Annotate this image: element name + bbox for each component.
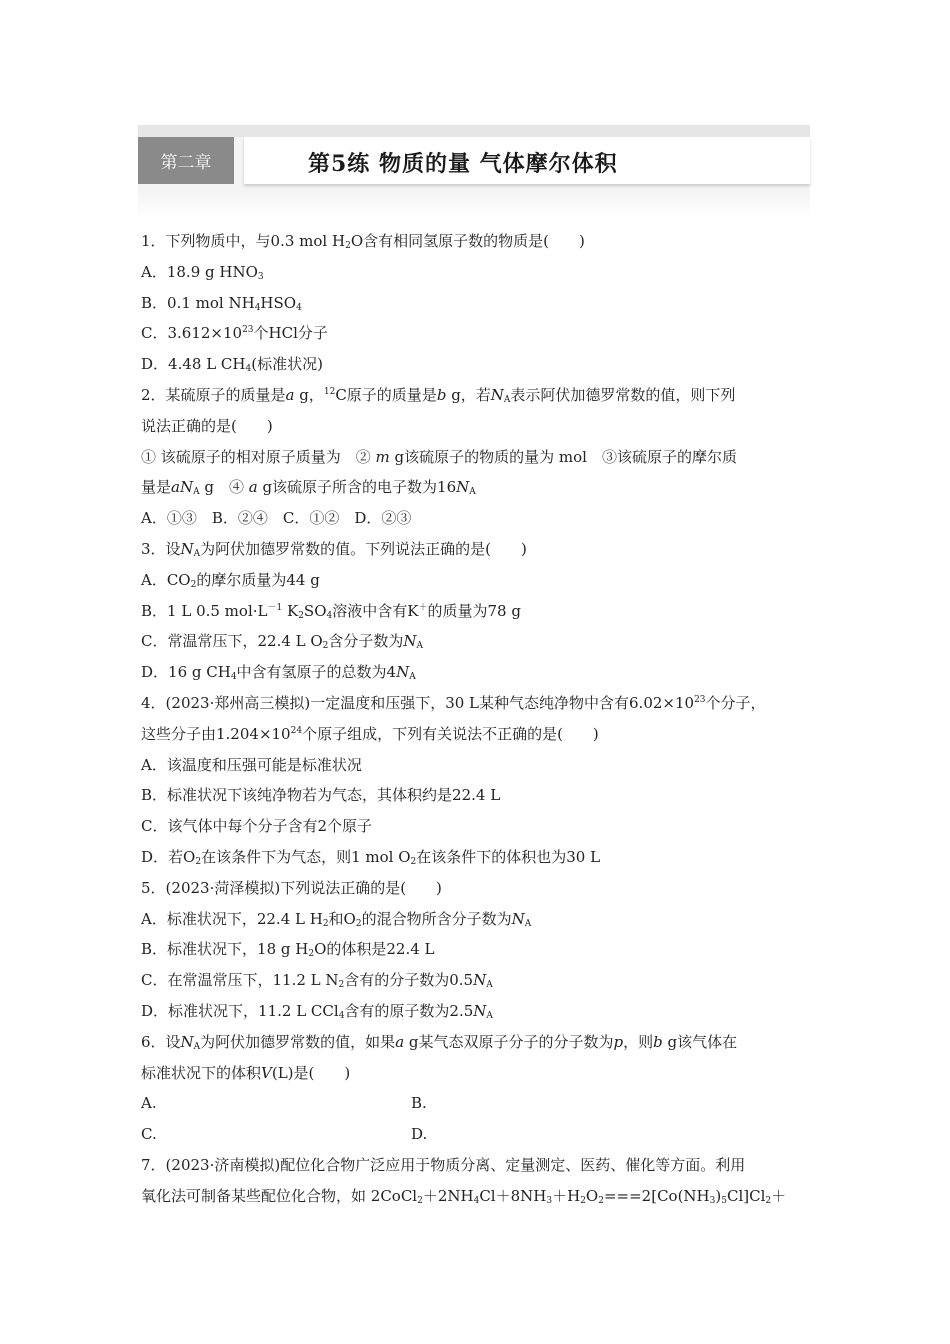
text-line-3: C．$3.612\times 10^{23}$个HCl分子 xyxy=(141,324,328,343)
text-line-15: 4．(2023·郑州高三模拟)一定温度和压强下，30 L某种气态纯净物中含有$6.02\times 10^{23}$个分子， xyxy=(141,693,766,712)
q7-line-1: 氧化法可制备某些配位化合物，如 $2CoCl_2+2NH_4Cl+8NH_3+H_2O_2===2[Co(NH_3)_5Cl]Cl_2+$ xyxy=(141,1186,787,1206)
text-line-17: A．该温度和压强可能是标准状况 xyxy=(141,755,362,774)
q6-option-c: C. xyxy=(141,1125,157,1144)
text-line-2: B．0.1 mol $NH_4HSO_4$ xyxy=(141,293,302,313)
text-line-4: D．4.48 L $CH_4$(标准状况) xyxy=(141,355,323,375)
text-line-27: 标准状况下的体积V(L)是( ) xyxy=(141,1063,351,1082)
text-line-22: A．标准状况下，22.4 L $H_2$和$O_2$的混合物所含分子数为$N_A$ xyxy=(141,909,532,929)
text-line-8: 量是$aN_A$ g ④ a g该硫原子所含的电子数为$16N_A$ xyxy=(141,478,476,498)
chapter-tab: 第二章 xyxy=(138,137,234,184)
q6-options-row-1 xyxy=(141,1088,821,1119)
q6-option-d: D. xyxy=(411,1125,428,1144)
text-line-16: 这些分子由$1.204\times 10^{24}$个原子组成，下列有关说法不正确的是( ) xyxy=(141,724,599,743)
text-line-10: 3．设$N_A$为阿伏加德罗常数的值。下列说法正确的是( ) xyxy=(141,539,527,559)
text-line-21: 5．(2023·菏泽模拟)下列说法正确的是( ) xyxy=(141,878,442,897)
page-title: 第5练 物质的量 气体摩尔体积 xyxy=(308,151,618,177)
text-line-18: B．标准状况下该纯净物若为气态，其体积约是22.4 L xyxy=(141,786,501,805)
text-line-19: C．该气体中每个分子含有2个原子 xyxy=(141,817,373,836)
text-line-23: B．标准状况下，18 g $H_2O$的体积是22.4 L xyxy=(141,940,435,960)
text-line-6: 说法正确的是( ) xyxy=(141,416,273,435)
question-lines xyxy=(141,226,821,1088)
text-line-20: D．若$O_2$在该条件下为气态，则1 mol $O_2$在该条件下的体积也为30 L xyxy=(141,847,601,867)
text-line-1: A．18.9 g $HNO_3$ xyxy=(141,262,264,282)
text-line-5: 2．某硫原子的质量是a g，$^{12}$C原子的质量是b g，若$N_A$表示阿伏加德罗常数的值，则下列 xyxy=(141,385,736,405)
text-line-24: C．在常温常压下，11.2 L $N_2$含有的分子数为$0.5N_A$ xyxy=(141,971,493,991)
text-line-9: A．①③ B．②④ C．①② D．②③ xyxy=(141,509,412,528)
text-line-25: D．标准状况下，11.2 L CCl$_4$含有的原子数为$2.5N_A$ xyxy=(141,1001,493,1021)
q7-lines xyxy=(141,1150,821,1212)
q6-option-a: A. xyxy=(141,1094,157,1113)
q6-option-b: B. xyxy=(411,1094,427,1113)
title-box xyxy=(244,137,810,184)
q7-line-0: 7．(2023·济南模拟)配位化合物广泛应用于物质分离、定量测定、医药、催化等方面。利用 xyxy=(141,1155,746,1174)
question-list xyxy=(141,226,821,1212)
text-line-13: C．常温常压下，22.4 L $O_2$含分子数为$N_A$ xyxy=(141,632,424,652)
text-line-7: ① 该硫原子的相对原子质量为 ② m g该硫原子的物质的量为 mol ③该硫原子的摩尔质 xyxy=(141,447,737,466)
text-line-0: 1．下列物质中，与0.3 mol $H_2O$含有相同氢原子数的物质是( ) xyxy=(141,232,585,251)
text-line-26: 6．设$N_A$为阿伏加德罗常数的值，如果a g某气态双原子分子的分子数为p，则b g该气体在 xyxy=(141,1032,738,1052)
text-line-12: B．1 L 0.5 $mol\cdot L^{-1}$ $K_2SO_4$溶液中含有K＋的质量为78 g xyxy=(141,601,521,621)
q6-options-row-2 xyxy=(141,1119,821,1150)
text-line-14: D．16 g $CH_4$中含有氢原子的总数为$4N_A$ xyxy=(141,663,416,683)
text-line-11: A．$CO_2$的摩尔质量为44 g xyxy=(141,570,320,590)
